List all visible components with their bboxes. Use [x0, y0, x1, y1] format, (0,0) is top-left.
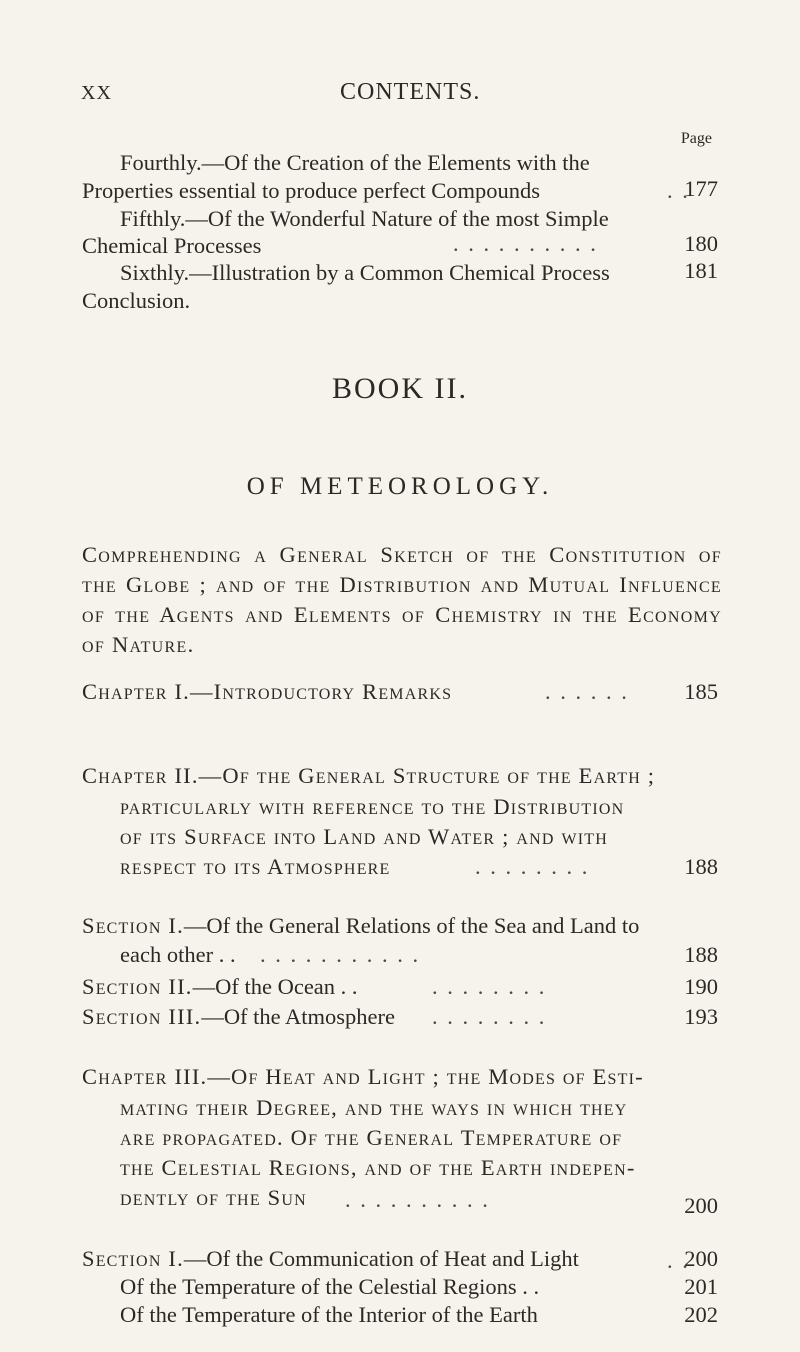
leader-dots: . . . . . . . .	[432, 974, 547, 999]
page-number: 202	[684, 1302, 718, 1327]
page-number: 190	[684, 974, 718, 999]
section-line	[82, 915, 639, 938]
section-line	[82, 1248, 579, 1271]
leader-dots: . . . . . . . .	[475, 854, 590, 879]
chapter-title-line: the Celestial Regions, and of the Earth indepen-	[120, 1155, 636, 1180]
section-line: Of the Temperature of the Celestial Regions . .	[120, 1274, 540, 1299]
entry-text-line: Fourthly.—Of the Creation of the Elements with the	[120, 150, 590, 175]
chapter-title-line: are propagated. Of the General Temperature of	[120, 1125, 623, 1150]
entry-text-line: Chemical Processes	[82, 233, 262, 258]
chapter-title-line: of its Surface into Land and Water ; and with	[120, 824, 609, 849]
book-subtitle: OF METEOROLOGY.	[246, 473, 554, 500]
section-line	[82, 976, 358, 999]
chapter-title-line: mating their Degree, and the ways in which they	[120, 1095, 628, 1120]
page-number: 188	[684, 854, 718, 879]
chapter-title-line: Chapter II.—Of the General Structure of the Earth ;	[82, 763, 656, 788]
leader-dots: . . . . . .	[545, 679, 629, 704]
section-label: Section I.	[82, 913, 184, 938]
chapter-title: Chapter I.—Introductory Remarks	[82, 679, 453, 704]
entry-text-line: Sixthly.—Illustration by a Common Chemical Process	[120, 260, 610, 285]
section-line	[82, 1006, 395, 1029]
leader-dots: . . . . . . . . . .	[345, 1187, 490, 1212]
page-number: 200	[684, 1246, 718, 1271]
section-title: —Of the Communication of Heat and Light	[183, 1246, 579, 1271]
section-line: each other . .	[120, 942, 236, 967]
section-title: —Of the Ocean . .	[192, 974, 358, 999]
page-number: 185	[684, 679, 718, 704]
page-number: 180	[684, 231, 718, 256]
section-title: —Of the General Relations of the Sea and Land to	[183, 913, 640, 938]
entry-text-line: Conclusion.	[82, 288, 191, 313]
leader-dots: . . . . . . . . . . .	[260, 942, 421, 967]
leader-dots: . . . . . . . .	[432, 1004, 547, 1029]
page-folio: XX	[81, 82, 112, 104]
chapter-title-line: dently of the Sun	[120, 1185, 307, 1210]
leader-dots: . .	[667, 1248, 690, 1273]
page-number: 181	[684, 258, 718, 283]
entry-text-line: Fifthly.—Of the Wonderful Nature of the most Simple	[120, 206, 609, 231]
section-line: Of the Temperature of the Interior of the Earth	[120, 1302, 538, 1327]
section-label: Section II.	[82, 974, 193, 999]
book-description: Comprehending a General Sketch of the Constitution of the Globe ; and of the Distribution and Mutual Influence of the Agents and Elements of Chemistry in the Economy of Nature.	[82, 542, 722, 657]
book-title: BOOK II.	[332, 372, 468, 405]
chapter-title-line: particularly with reference to the Distribution	[120, 794, 625, 819]
leader-dots: . .	[667, 178, 690, 203]
chapter-title-line: Chapter III.—Of Heat and Light ; the Modes of Esti-	[82, 1064, 644, 1089]
section-title: —Of the Atmosphere	[201, 1004, 396, 1029]
page-number: 177	[684, 176, 718, 201]
running-title: CONTENTS.	[340, 79, 481, 105]
section-label: Section III.	[82, 1004, 202, 1029]
chapter-title-line: respect to its Atmosphere	[120, 854, 391, 879]
leader-dots: . . . . . . . . . .	[453, 231, 598, 256]
page-number: 188	[684, 942, 718, 967]
page-column-label: Page	[680, 130, 712, 147]
page-number: 201	[684, 1274, 718, 1299]
entry-text-line: Properties essential to produce perfect Compounds	[82, 178, 541, 203]
page-number: 193	[684, 1004, 718, 1029]
page-number: 200	[684, 1193, 718, 1218]
section-label: Section I.	[82, 1246, 184, 1271]
